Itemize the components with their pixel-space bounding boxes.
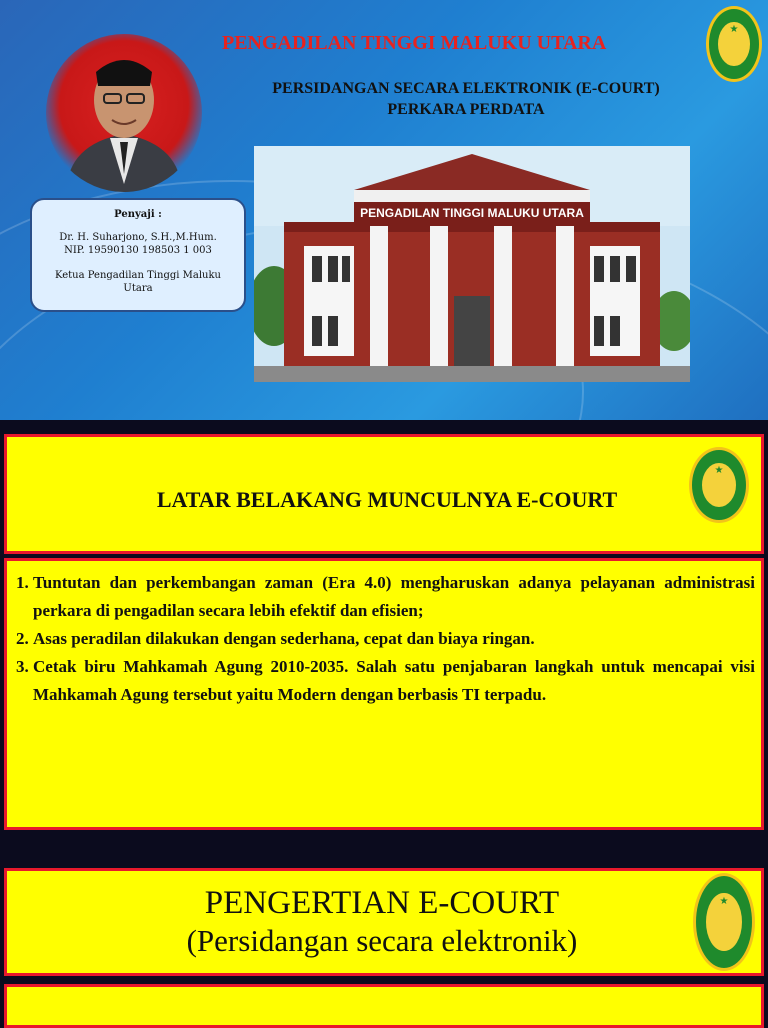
- court-title: PENGADILAN TINGGI MALUKU UTARA: [222, 32, 607, 54]
- mahkamah-agung-logo-icon: ★: [693, 873, 755, 971]
- presentation-subtitle: PERSIDANGAN SECARA ELEKTRONIK (E-COURT) PERKARA PERDATA: [272, 80, 660, 118]
- background-list: [7, 561, 761, 709]
- presenter-info-box: [30, 198, 246, 312]
- definition-heading: PENGERTIAN E-COURT: [204, 885, 560, 921]
- title-slide: [0, 0, 768, 420]
- background-slide: [0, 432, 768, 832]
- definition-slide: [0, 840, 768, 1024]
- background-heading: LATAR BELAKANG MUNCULNYA E-COURT: [156, 487, 618, 512]
- definition-subheading: (Persidangan secara elektronik): [186, 923, 578, 958]
- list-item: 1. Tuntutan dan perkembangan zaman (Era 4.0) mengharuskan adanya pelayanan administrasi perkara di pengadilan secara lebih efektif dan efisien;: [33, 569, 761, 625]
- mahkamah-agung-logo-icon: ★: [706, 6, 762, 82]
- definition-content-box: [4, 984, 764, 1028]
- definition-heading-box: [4, 868, 764, 976]
- presenter-name: Dr. H. Suharjono, S.H.,M.Hum.: [59, 232, 217, 243]
- list-item: 2. Asas peradilan dilakukan dengan sederhana, cepat dan biaya ringan.: [33, 625, 761, 653]
- mahkamah-agung-logo-icon: ★: [689, 447, 749, 523]
- presenter-photo: [46, 34, 202, 192]
- list-item: 3. Cetak biru Mahkamah Agung 2010-2035. Salah satu penjabaran langkah untuk mencapai visi Mahkamah Agung tersebut yaitu Modern dengan berbasis TI terpadu.: [33, 653, 761, 709]
- building-sign-text: PENGADILAN TINGGI MALUKU UTARA: [360, 206, 584, 220]
- background-list-box: [4, 558, 764, 830]
- court-building-photo: [254, 146, 690, 382]
- presenter-label: Penyaji :: [114, 209, 162, 220]
- presenter-nip: NIP. 19590130 198503 1 003: [64, 245, 212, 256]
- background-heading-box: [4, 434, 764, 554]
- presenter-position: Ketua Pengadilan Tinggi Maluku Utara: [55, 270, 221, 294]
